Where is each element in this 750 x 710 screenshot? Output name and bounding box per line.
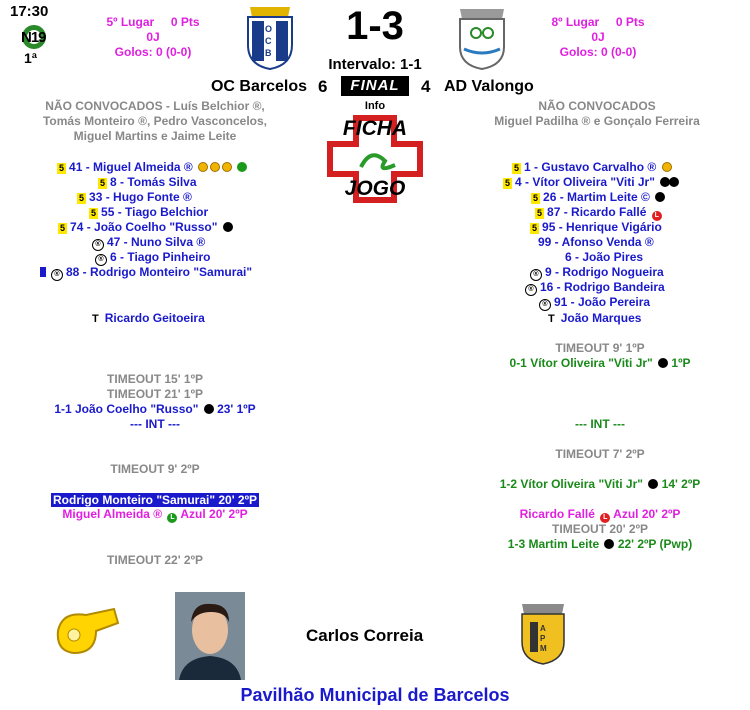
yellow-card-icon: [222, 162, 232, 172]
position-box: 5: [91, 208, 97, 218]
goal-ball-icon: [604, 539, 614, 549]
home-player-row[interactable]: [95, 250, 210, 266]
away-crest-icon[interactable]: [452, 5, 512, 71]
away-not-called-line: NÃO CONVOCADOS: [538, 99, 656, 113]
coach-icon: T: [548, 313, 555, 325]
goal-ball-icon: [669, 177, 679, 187]
player-name[interactable]: 1 - Gustavo Carvalho ®: [524, 160, 657, 174]
home-team-number: 6: [318, 77, 328, 96]
away-card-event: [455, 507, 745, 523]
player-name[interactable]: 26 - Martim Leite ©: [543, 190, 650, 204]
player-name[interactable]: 8 - Tomás Silva: [110, 175, 197, 189]
away-event: TIMEOUT 20' 2ºP: [552, 522, 648, 536]
goal-ball-icon: [648, 479, 658, 489]
away-goal-event: [455, 537, 745, 552]
position-box: 5: [59, 163, 65, 173]
blue-card-icon: [40, 267, 46, 277]
round-badge-text: N19: [21, 29, 46, 46]
player-name[interactable]: 33 - Hugo Fonte ®: [89, 190, 192, 204]
away-games: 0J: [591, 30, 605, 44]
away-pts: 0 Pts: [615, 15, 645, 29]
goal-ball-icon: [658, 358, 668, 368]
coach-name[interactable]: Ricardo Geitoeira: [104, 311, 205, 325]
home-event: TIMEOUT 21' 1ºP: [107, 387, 203, 401]
coach-icon: T: [92, 313, 99, 325]
away-not-called-line: Miguel Padilha ® e Gonçalo Ferreira: [494, 114, 700, 128]
home-player-row[interactable]: [77, 190, 192, 205]
away-player-row[interactable]: [530, 265, 664, 281]
home-event: TIMEOUT 15' 1ºP: [107, 372, 203, 386]
home-games: 0J: [146, 30, 160, 44]
position-box: 5: [505, 178, 511, 188]
away-standing: [533, 15, 663, 60]
away-player-row[interactable]: [565, 250, 643, 265]
away-team-number: 4: [421, 77, 431, 96]
goal-ball-icon: [204, 404, 214, 414]
substitute-icon: ®: [525, 284, 537, 296]
goal-text: 1-1 João Coelho "Russo": [54, 402, 199, 416]
substitute-icon: ®: [95, 254, 107, 266]
away-interval: --- INT ---: [575, 417, 625, 431]
home-pts: 0 Pts: [170, 15, 200, 29]
player-name[interactable]: 41 - Miguel Almeida ®: [69, 160, 193, 174]
goal-time: 1ºP: [671, 356, 691, 370]
goal-time: 23' 1ºP: [217, 402, 256, 416]
player-name[interactable]: 74 - João Coelho "Russo": [70, 220, 218, 234]
green-card-icon: [237, 162, 247, 172]
player-name[interactable]: 6 - João Pires: [565, 250, 644, 264]
card-time: Azul 20' 2ºP: [613, 507, 681, 521]
goal-time: 14' 2ºP: [661, 477, 701, 491]
away-player-row[interactable]: [512, 160, 672, 175]
away-event: TIMEOUT 9' 1ºP: [555, 341, 645, 355]
home-not-called-line: Tomás Monteiro ®, Pedro Vasconcelos,: [42, 114, 267, 128]
player-name[interactable]: 4 - Vítor Oliveira "Viti Jr": [515, 175, 655, 189]
away-goal-event: [455, 356, 745, 371]
substitute-icon: ®: [530, 269, 542, 281]
home-not-called-line: NÃO CONVOCADOS - Luís Belchior ®,: [45, 99, 265, 113]
home-player-row[interactable]: [98, 175, 197, 190]
round-label: 1ª: [24, 50, 37, 66]
home-goal-event: [0, 402, 310, 417]
ficha-text: FICHA: [342, 117, 408, 140]
whistle-icon: [52, 605, 120, 657]
away-player-row[interactable]: [535, 205, 662, 221]
home-team-name[interactable]: OC Barcelos: [210, 78, 307, 95]
final-badge: FINAL: [343, 78, 407, 94]
home-blue-card-event: [0, 492, 310, 508]
substitute-icon: ®: [51, 269, 63, 281]
home-interval: --- INT ---: [130, 417, 180, 431]
goal-time: 22' 2ºP (Pwp): [617, 537, 693, 551]
home-not-called: [20, 99, 290, 144]
home-not-called-line: Miguel Martins e Jaime Leite: [73, 129, 237, 143]
home-crest-icon[interactable]: [242, 5, 298, 71]
away-coach[interactable]: [548, 311, 641, 327]
venue[interactable]: Pavilhão Municipal de Barcelos: [240, 685, 510, 705]
away-team-name[interactable]: AD Valongo: [444, 78, 534, 95]
jogo-text: JOGO: [344, 177, 406, 200]
referee-name[interactable]: Carlos Correia: [306, 626, 424, 645]
match-time: 17:30: [10, 3, 49, 20]
position-box: 5: [532, 223, 538, 233]
goal-text: 0-1 Vítor Oliveira "Viti Jr": [509, 356, 653, 370]
player-name[interactable]: 87 - Ricardo Fallé: [547, 205, 647, 219]
home-player-row[interactable]: [89, 205, 208, 220]
association-crest-icon: [516, 602, 570, 666]
card-player: Miguel Almeida ®: [62, 507, 163, 521]
red-card-icon: L: [652, 211, 662, 221]
coach-name[interactable]: João Marques: [560, 311, 642, 325]
away-player-row[interactable]: [538, 235, 654, 250]
away-player-row[interactable]: [539, 295, 650, 311]
card-time: Azul 20' 2ºP: [180, 507, 248, 521]
home-player-row[interactable]: [40, 265, 252, 281]
halftime-score: Intervalo: 1-1: [328, 56, 422, 73]
position-box: 5: [537, 208, 543, 218]
goal-text: 1-3 Martim Leite: [507, 537, 600, 551]
yellow-card-icon: [198, 162, 208, 172]
position-box: 5: [514, 163, 520, 173]
away-player-row[interactable]: [503, 175, 679, 190]
position-box: 5: [60, 223, 66, 233]
player-name[interactable]: 16 - Rodrigo Bandeira: [540, 280, 665, 294]
player-name[interactable]: 6 - Tiago Pinheiro: [110, 250, 211, 264]
away-goal-event: [455, 477, 745, 492]
blue-card-text: Rodrigo Monteiro "Samurai" 20' 2ºP: [53, 493, 257, 507]
home-event: TIMEOUT 22' 2ºP: [107, 553, 203, 567]
away-not-called: [462, 99, 732, 129]
player-name[interactable]: 47 - Nuno Silva ®: [107, 235, 206, 249]
player-name[interactable]: 88 - Rodrigo Monteiro "Samurai": [66, 265, 253, 279]
away-goals: Golos: 0 (0-0): [559, 45, 637, 59]
player-name[interactable]: 91 - João Pereira: [554, 295, 651, 309]
green-card-icon: L: [167, 513, 177, 523]
home-player-row[interactable]: [92, 235, 205, 251]
card-player: Ricardo Fallé: [519, 507, 595, 521]
player-name[interactable]: 9 - Rodrigo Nogueira: [545, 265, 664, 279]
home-event: TIMEOUT 9' 2ºP: [110, 462, 200, 476]
home-player-row[interactable]: [57, 160, 247, 175]
substitute-icon: ®: [92, 239, 104, 251]
yellow-card-icon: [210, 162, 220, 172]
home-crest-text: OCB: [265, 24, 273, 58]
position-box: 5: [100, 178, 106, 188]
player-name[interactable]: 55 - Tiago Belchior: [101, 205, 209, 219]
goal-ball-icon: [223, 222, 233, 232]
player-name[interactable]: 99 - Afonso Venda ®: [538, 235, 654, 249]
away-player-row[interactable]: [531, 190, 665, 205]
ficha-jogo-logo[interactable]: [325, 113, 425, 205]
position-box: 5: [79, 193, 85, 203]
info-link[interactable]: Info: [364, 100, 386, 112]
association-text: APM: [540, 624, 547, 653]
home-place: 5º Lugar: [106, 15, 155, 29]
position-box: 5: [533, 193, 539, 203]
red-card-icon: L: [600, 513, 610, 523]
home-coach[interactable]: [92, 311, 205, 327]
goal-text: 1-2 Vítor Oliveira "Viti Jr": [499, 477, 643, 491]
home-goals: Golos: 0 (0-0): [114, 45, 192, 59]
referee-photo[interactable]: [175, 592, 245, 680]
away-player-row[interactable]: [525, 280, 665, 296]
player-name[interactable]: 95 - Henrique Vigário: [542, 220, 662, 234]
yellow-card-icon: [662, 162, 672, 172]
away-place: 8º Lugar: [551, 15, 600, 29]
away-event: TIMEOUT 7' 2ºP: [555, 447, 645, 461]
home-player-row[interactable]: [58, 220, 233, 235]
goal-ball-icon: [655, 192, 665, 202]
away-player-row[interactable]: [530, 220, 662, 235]
home-standing: [88, 15, 218, 60]
score: 1-3: [346, 4, 404, 48]
round-badge-icon: [18, 24, 46, 50]
substitute-icon: ®: [539, 299, 551, 311]
home-card-event: [0, 507, 310, 523]
